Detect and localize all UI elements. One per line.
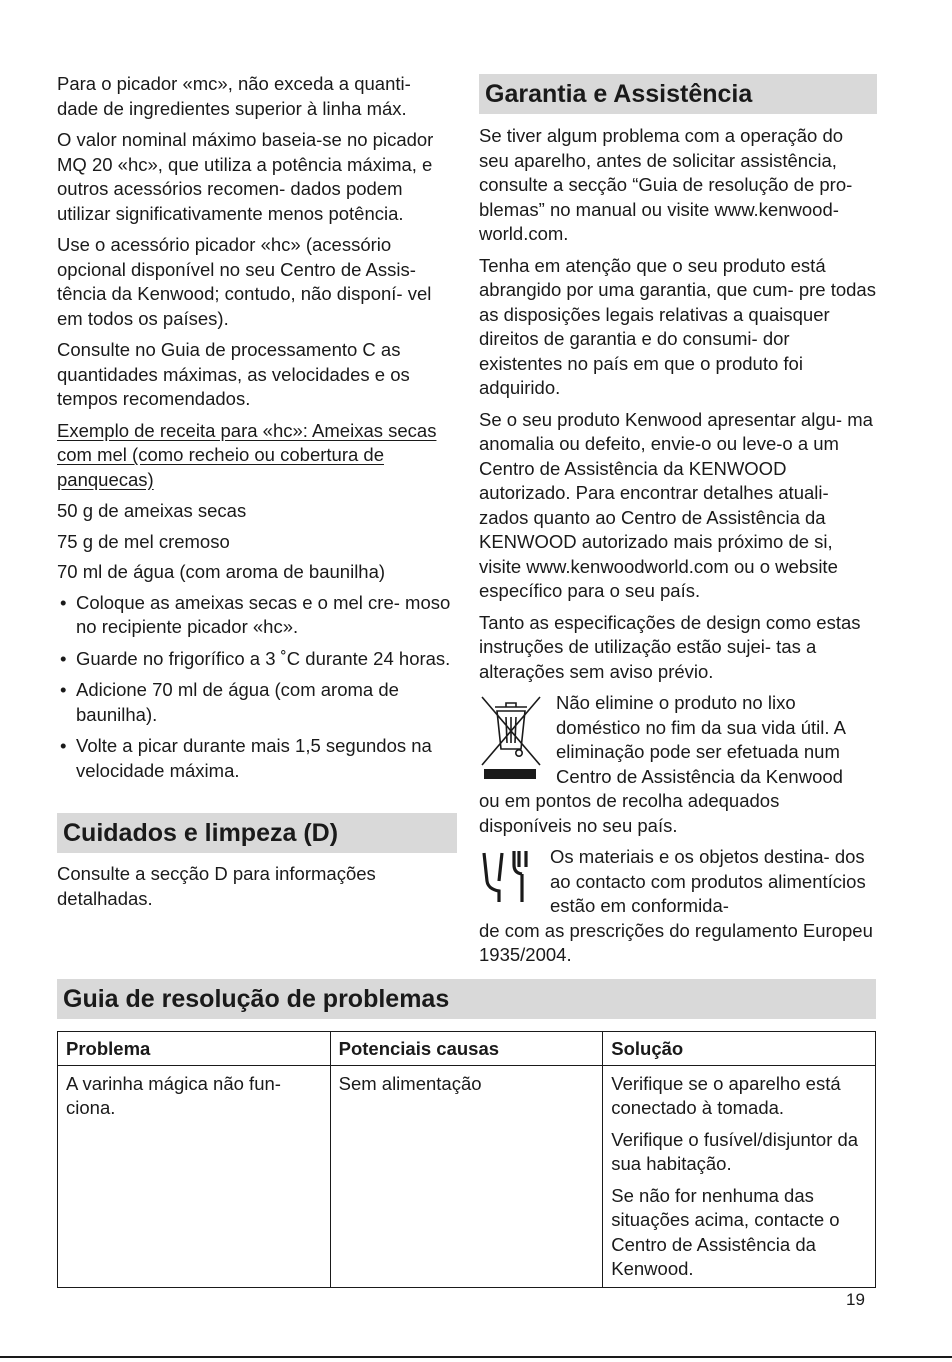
crossed-out-wheelie-bin-icon xyxy=(479,691,543,788)
paragraph-specifications-change: Tanto as especificações de design como estas instruções de utilização estão sujei- tas a alterações sem aviso prévio. xyxy=(479,611,861,682)
page-number: 19 xyxy=(846,1290,865,1309)
left-column xyxy=(57,72,457,918)
column-header-causes: Potenciais causas xyxy=(330,1032,603,1066)
paragraph-max-line: Para o picador «mc», não exceda a quanti- dade de ingredientes superior à linha máx. xyxy=(57,73,411,119)
solution-cell xyxy=(603,1065,876,1287)
paragraph-processing-guide: Consulte no Guia de processamento C as quantidades máximas, as velocidades e os tempos recomendados. xyxy=(57,339,410,409)
bottom-divider xyxy=(0,1356,952,1358)
cause-cell: Sem alimentação xyxy=(330,1065,603,1287)
warranty-heading: Garantia e Assistência xyxy=(479,74,877,114)
list-item: • Volte a picar durante mais 1,5 segundos na velocidade máxima. xyxy=(57,734,457,783)
glass-and-fork-food-contact-icon xyxy=(479,845,539,912)
column-header-problem: Problema xyxy=(58,1032,331,1066)
list-item: • Guarde no frigorífico a 3 ˚C durante 24 horas. xyxy=(57,647,457,672)
weee-notice xyxy=(479,691,877,838)
paragraph-nominal-value: O valor nominal máximo baseia-se no picador MQ 20 «hc», que utiliza a potência máxima, e outros acessórios recomen- dados podem utilizar significativamente menos potência. xyxy=(57,129,434,224)
recipe-steps xyxy=(57,591,457,784)
troubleshooting-table xyxy=(57,1031,876,1288)
ingredient-item: 75 g de mel cremoso xyxy=(57,530,230,552)
list-item: • Adicione 70 ml de água (com aroma de baunilha). xyxy=(57,678,457,727)
list-item: • Coloque as ameixas secas e o mel cre- moso no recipiente picador «hc». xyxy=(57,591,457,640)
care-text: Consulte a secção D para informações detalhadas. xyxy=(57,863,376,909)
solution-item: Verifique o fusível/disjuntor da sua habitação. xyxy=(611,1128,859,1174)
ingredient-item: 70 ml de água (com aroma de baunilha) xyxy=(57,561,386,582)
care-heading: Cuidados e limpeza (D) xyxy=(57,813,457,853)
recipe-title: Exemplo de receita para «hc»: Ameixas secas com mel (como recheio ou cobertura de panquecas) xyxy=(57,419,437,490)
paragraph-problem-contact: Se tiver algum problema com a operação do seu aparelho, antes de solicitar assistência, consulte a secção “Guia de resolução de pro- blemas” no manual ou visite www.kenwood- world.com. xyxy=(479,125,853,244)
ingredient-item: 50 g de ameixas secas xyxy=(57,500,247,521)
weee-lead-text: Não elimine o produto no lixo doméstico no fim da sua vida útil. A eliminação pode ser efetuada num Centro de Assistência da Kenwood xyxy=(556,692,845,787)
troubleshooting-heading: Guia de resolução de problemas xyxy=(57,979,876,1019)
table-header-row xyxy=(58,1032,876,1066)
solution-item: Verifique se o aparelho está conectado à tomada. xyxy=(611,1072,841,1118)
paragraph-hc-accessory: Use o acessório picador «hc» (acessório opcional disponível no seu Centro de Assis- tência da Kenwood; contudo, não disponí- vel em todos os países). xyxy=(57,234,432,329)
paragraph-warranty-coverage: Tenha em atenção que o seu produto está abrangido por uma garantia, que cum- pre todas as disposições legais relativas a quaisquer direitos de garantia e do consumi- dor existentes no país em que o produto foi adquirido. xyxy=(479,254,876,398)
paragraph-defect-service: Se o seu produto Kenwood apresentar algu- ma anomalia ou defeito, envie-o ou leve-o a um Centro de Assistência da KENWOOD autorizado. Para encontrar detalhes atuali- zados quanto ao Centro de Assistência da KENWOOD autorizado mais próximo de si, visite www.kenwoodworld.com ou o website específico para o seu país. xyxy=(479,408,873,601)
food-rest-text: de com as prescrições do regulamento Europeu 1935/2004. xyxy=(479,919,873,965)
solution-item: Se não for nenhuma das situações acima, contacte o Centro de Assistência da Kenwood. xyxy=(611,1184,840,1279)
troubleshooting-section xyxy=(57,979,876,1288)
problem-cell: A varinha mágica não fun- ciona. xyxy=(58,1065,331,1287)
right-column xyxy=(479,74,877,975)
food-contact-notice xyxy=(479,845,877,968)
table-row xyxy=(58,1065,876,1287)
food-lead-text: Os materiais e os objetos destina- dos ao contacto com produtos alimentícios estão em conformida- xyxy=(550,846,866,916)
column-header-solution: Solução xyxy=(603,1032,876,1066)
weee-rest-text: ou em pontos de recolha adequados disponíveis no seu país. xyxy=(479,790,780,836)
